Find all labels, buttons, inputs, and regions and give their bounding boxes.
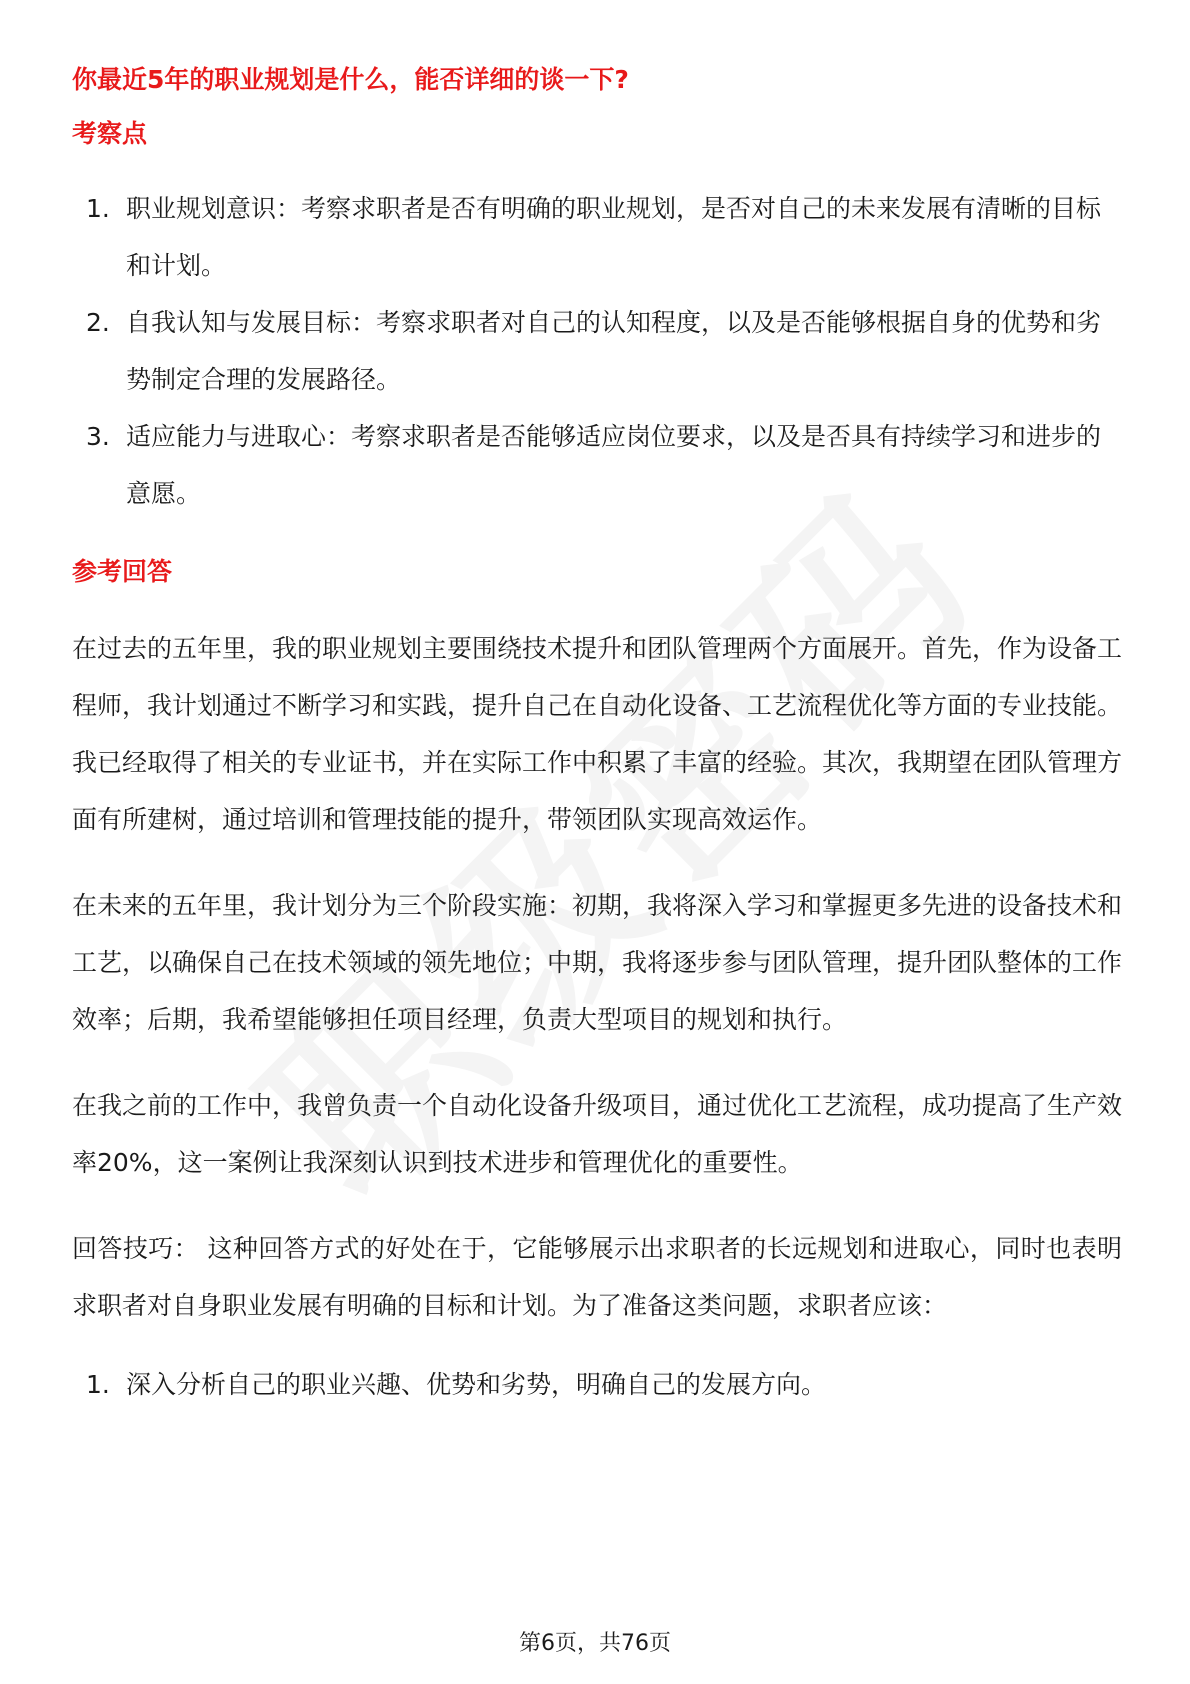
list-item bbox=[72, 1356, 1122, 1413]
tips-list bbox=[72, 1356, 1122, 1413]
answer-paragraph: 在未来的五年里，我计划分为三个阶段实施：初期，我将深入学习和掌握更多先进的设备技术和工艺，以确保自己在技术领域的领先地位；中期，我将逐步参与团队管理，提升团队整体的工作效率；后期，我希望能够担任项目经理，负责大型项目的规划和执行。 bbox=[72, 891, 1123, 1034]
question-heading: 你最近5年的职业规划是什么，能否详细的谈一下? bbox=[72, 65, 629, 94]
answer-section-title: 参考回答 bbox=[72, 557, 173, 586]
list-number: 3. bbox=[86, 422, 110, 451]
list-number: 1. bbox=[86, 194, 110, 223]
answer-paragraph: 在过去的五年里，我的职业规划主要围绕技术提升和团队管理两个方面展开。首先，作为设备工程师，我计划通过不断学习和实践，提升自己在自动化设备、工艺流程优化等方面的专业技能。我已经取得了相关的专业证书，并在实际工作中积累了丰富的经验。其次，我期望在团队管理方面有所建树，通过培训和管理技能的提升，带领团队实现高效运作。 bbox=[72, 634, 1123, 834]
list-number: 2. bbox=[86, 308, 110, 337]
list-item bbox=[72, 294, 1122, 408]
list-item-text: 职业规划意识：考察求职者是否有明确的职业规划，是否对自己的未来发展有清晰的目标和计划。 bbox=[126, 194, 1102, 280]
answer-paragraph: 在我之前的工作中，我曾负责一个自动化设备升级项目，通过优化工艺流程，成功提高了生产效率20%，这一案例让我深刻认识到技术进步和管理优化的重要性。 bbox=[72, 1091, 1123, 1177]
page-number: 第6页，共76页 bbox=[519, 1631, 671, 1656]
page-content bbox=[72, 60, 1122, 1413]
list-item-text: 自我认知与发展目标：考察求职者对自己的认知程度，以及是否能够根据自身的优势和劣势制定合理的发展路径。 bbox=[126, 308, 1102, 394]
list-item-text: 适应能力与进取心：考察求职者是否能够适应岗位要求，以及是否具有持续学习和进步的意愿。 bbox=[126, 422, 1102, 508]
list-item-text: 深入分析自己的职业兴趣、优势和劣势，明确自己的发展方向。 bbox=[126, 1370, 827, 1399]
tips-paragraph: 回答技巧： 这种回答方式的好处在于，它能够展示出求职者的长远规划和进取心，同时也表明求职者对自身职业发展有明确的目标和计划。为了准备这类问题，求职者应该： bbox=[72, 1234, 1122, 1320]
exam-points-list bbox=[72, 180, 1122, 522]
list-number: 1. bbox=[86, 1370, 110, 1399]
list-item bbox=[72, 408, 1122, 522]
list-item bbox=[72, 180, 1122, 294]
exam-section-title: 考察点 bbox=[72, 119, 148, 148]
